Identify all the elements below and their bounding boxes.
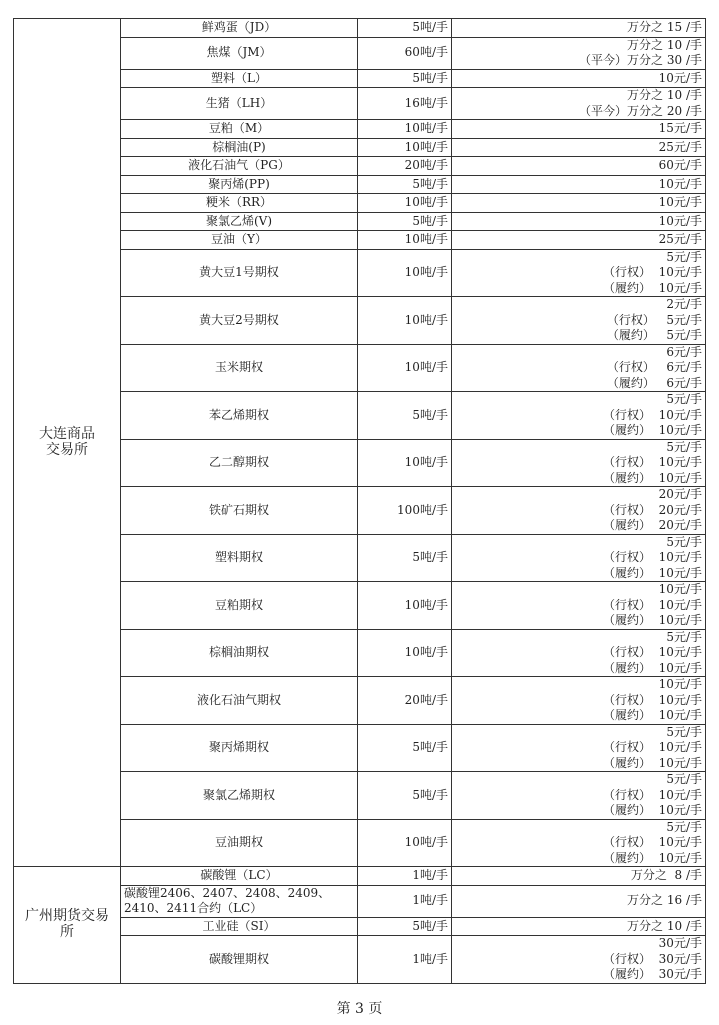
- fee-line: 10元/手: [658, 582, 702, 596]
- product-name: 黄大豆2号期权: [121, 297, 358, 345]
- fee-line: （履约） 10元/手: [603, 423, 702, 437]
- trading-unit: 10吨/手: [358, 629, 452, 677]
- product-name: 黄大豆1号期权: [121, 249, 358, 297]
- trading-unit: 10吨/手: [358, 819, 452, 867]
- fee-line: 5元/手: [666, 724, 702, 739]
- fee-line: 2元/手: [666, 297, 702, 311]
- fee-cell: [452, 120, 706, 139]
- product-name: 豆油期权: [121, 819, 358, 867]
- fee-line: 15元/手: [658, 121, 702, 135]
- fee-line: （履约） 10元/手: [603, 850, 702, 865]
- fee-line: 5元/手: [666, 819, 702, 834]
- trading-unit: 20吨/手: [358, 677, 452, 725]
- product-name: 鲜鸡蛋（JD）: [121, 19, 358, 38]
- trading-unit: 10吨/手: [358, 344, 452, 392]
- fee-line: （行权） 10元/手: [603, 645, 702, 659]
- product-name: 聚氯乙烯(V): [121, 212, 358, 231]
- fee-cell: [452, 917, 706, 936]
- fee-cell: [452, 629, 706, 677]
- trading-unit: 5吨/手: [358, 175, 452, 194]
- fee-line: （履约） 10元/手: [603, 803, 702, 817]
- fee-cell: [452, 37, 706, 69]
- fee-cell: [452, 819, 706, 867]
- fee-line: 20元/手: [658, 487, 702, 501]
- fee-line: 25元/手: [658, 139, 702, 154]
- fee-line: （行权） 10元/手: [603, 740, 702, 754]
- trading-unit: 5吨/手: [358, 917, 452, 936]
- trading-unit: 5吨/手: [358, 212, 452, 231]
- fee-line: 万分之 15 /手: [627, 20, 702, 34]
- product-name: 聚氯乙烯期权: [121, 772, 358, 820]
- fee-line: 6元/手: [666, 344, 702, 359]
- exchange-name: 大连商品 交易所: [14, 19, 121, 867]
- fee-table-body: [14, 19, 706, 984]
- fee-cell: [452, 231, 706, 250]
- fee-cell: [452, 772, 706, 820]
- trading-unit: 5吨/手: [358, 534, 452, 582]
- fee-cell: [452, 249, 706, 297]
- table-row: [14, 867, 706, 886]
- fee-line: （行权） 5元/手: [606, 312, 702, 327]
- fee-cell: [452, 88, 706, 120]
- fee-line: （平今）万分之 30 /手: [579, 53, 702, 67]
- product-name: 豆油（Y）: [121, 231, 358, 250]
- fee-line: （履约） 10元/手: [603, 613, 702, 627]
- fee-line: 万分之 10 /手: [627, 37, 702, 52]
- fee-line: （履约） 20元/手: [603, 518, 702, 532]
- page-number: 第 3 页: [336, 1001, 383, 1017]
- fee-cell: [452, 582, 706, 630]
- fee-line: （行权） 30元/手: [603, 951, 702, 966]
- fee-cell: [452, 344, 706, 392]
- fee-line: 5元/手: [666, 772, 702, 786]
- product-name: 塑料期权: [121, 534, 358, 582]
- fee-line: （行权） 20元/手: [603, 502, 702, 517]
- fee-cell: [452, 19, 706, 38]
- trading-unit: 10吨/手: [358, 194, 452, 213]
- trading-unit: 10吨/手: [358, 120, 452, 139]
- fee-line: （履约） 10元/手: [603, 708, 702, 722]
- fee-line: 5元/手: [666, 534, 702, 549]
- fee-line: （履约） 10元/手: [603, 280, 702, 295]
- trading-unit: 5吨/手: [358, 19, 452, 38]
- product-name: 碳酸锂2406、2407、2408、2409、2410、2411合约（LC）: [121, 885, 358, 917]
- fee-cell: [452, 157, 706, 176]
- fee-line: （行权） 10元/手: [603, 835, 702, 849]
- fee-cell: [452, 885, 706, 917]
- fee-line: （履约） 10元/手: [603, 660, 702, 675]
- trading-unit: 10吨/手: [358, 582, 452, 630]
- fee-line: 万分之 8 /手: [630, 868, 702, 882]
- trading-unit: 20吨/手: [358, 157, 452, 176]
- fee-cell: [452, 392, 706, 440]
- trading-unit: 100吨/手: [358, 487, 452, 535]
- fee-line: 万分之 10 /手: [627, 88, 702, 102]
- product-name: 碳酸锂期权: [121, 936, 358, 984]
- fee-cell: [452, 297, 706, 345]
- fee-cell: [452, 677, 706, 725]
- product-name: 棕榈油(P): [121, 138, 358, 157]
- exchange-name: 广州期货交易 所: [14, 867, 121, 984]
- fee-line: （履约） 6元/手: [606, 375, 702, 390]
- trading-unit: 10吨/手: [358, 138, 452, 157]
- fee-line: （行权） 10元/手: [603, 265, 702, 279]
- trading-unit: 5吨/手: [358, 724, 452, 772]
- fee-line: 万分之 16 /手: [627, 893, 702, 908]
- fee-line: 5元/手: [666, 249, 702, 264]
- product-name: 工业硅（SI）: [121, 917, 358, 936]
- fee-line: 5元/手: [666, 392, 702, 406]
- product-name: 乙二醇期权: [121, 439, 358, 487]
- fee-cell: [452, 175, 706, 194]
- fee-cell: [452, 724, 706, 772]
- fee-line: 万分之 10 /手: [627, 918, 702, 933]
- fee-cell: [452, 867, 706, 886]
- fee-line: （行权） 10元/手: [603, 407, 702, 422]
- product-name: 焦煤（JM）: [121, 37, 358, 69]
- fee-line: 10元/手: [658, 213, 702, 228]
- trading-unit: 60吨/手: [358, 37, 452, 69]
- product-name: 粳米（RR）: [121, 194, 358, 213]
- trading-unit: 1吨/手: [358, 936, 452, 984]
- product-name: 豆粕（M）: [121, 120, 358, 139]
- fee-line: （履约） 10元/手: [603, 470, 702, 485]
- fee-line: 10元/手: [658, 677, 702, 691]
- fee-cell: [452, 936, 706, 984]
- fee-line: 10元/手: [658, 70, 702, 85]
- fee-line: （行权） 6元/手: [606, 360, 702, 374]
- trading-unit: 5吨/手: [358, 392, 452, 440]
- trading-unit: 1吨/手: [358, 885, 452, 917]
- trading-unit: 10吨/手: [358, 297, 452, 345]
- trading-unit: 5吨/手: [358, 69, 452, 88]
- fee-line: 10元/手: [658, 176, 702, 191]
- fee-cell: [452, 194, 706, 213]
- product-name: 豆粕期权: [121, 582, 358, 630]
- product-name: 碳酸锂（LC）: [121, 867, 358, 886]
- fee-line: 30元/手: [658, 936, 702, 950]
- product-name: 棕榈油期权: [121, 629, 358, 677]
- fee-cell: [452, 138, 706, 157]
- fee-table: [13, 18, 706, 984]
- product-name: 液化石油气期权: [121, 677, 358, 725]
- table-row: [14, 19, 706, 38]
- fee-line: （行权） 10元/手: [603, 550, 702, 564]
- fee-line: 25元/手: [658, 232, 702, 246]
- fee-line: （履约） 30元/手: [603, 967, 702, 981]
- fee-line: 60元/手: [658, 158, 702, 172]
- fee-line: 5元/手: [666, 439, 702, 454]
- product-name: 聚丙烯期权: [121, 724, 358, 772]
- fee-line: （履约） 5元/手: [606, 328, 702, 342]
- product-name: 苯乙烯期权: [121, 392, 358, 440]
- trading-unit: 10吨/手: [358, 231, 452, 250]
- product-name: 玉米期权: [121, 344, 358, 392]
- fee-line: （履约） 10元/手: [603, 755, 702, 770]
- trading-unit: 16吨/手: [358, 88, 452, 120]
- product-name: 聚丙烯(PP): [121, 175, 358, 194]
- fee-line: 10元/手: [658, 195, 702, 209]
- fee-line: （履约） 10元/手: [603, 565, 702, 580]
- fee-line: 5元/手: [666, 629, 702, 644]
- trading-unit: 1吨/手: [358, 867, 452, 886]
- product-name: 生猪（LH）: [121, 88, 358, 120]
- fee-cell: [452, 534, 706, 582]
- fee-line: （行权） 10元/手: [603, 692, 702, 707]
- trading-unit: 10吨/手: [358, 249, 452, 297]
- fee-cell: [452, 69, 706, 88]
- fee-cell: [452, 212, 706, 231]
- trading-unit: 5吨/手: [358, 772, 452, 820]
- trading-unit: 10吨/手: [358, 439, 452, 487]
- fee-line: （行权） 10元/手: [603, 597, 702, 612]
- fee-line: （平今）万分之 20 /手: [579, 103, 702, 118]
- product-name: 塑料（L）: [121, 69, 358, 88]
- fee-line: （行权） 10元/手: [603, 787, 702, 802]
- product-name: 铁矿石期权: [121, 487, 358, 535]
- fee-cell: [452, 439, 706, 487]
- fee-line: （行权） 10元/手: [603, 455, 702, 469]
- fee-cell: [452, 487, 706, 535]
- product-name: 液化石油气（PG）: [121, 157, 358, 176]
